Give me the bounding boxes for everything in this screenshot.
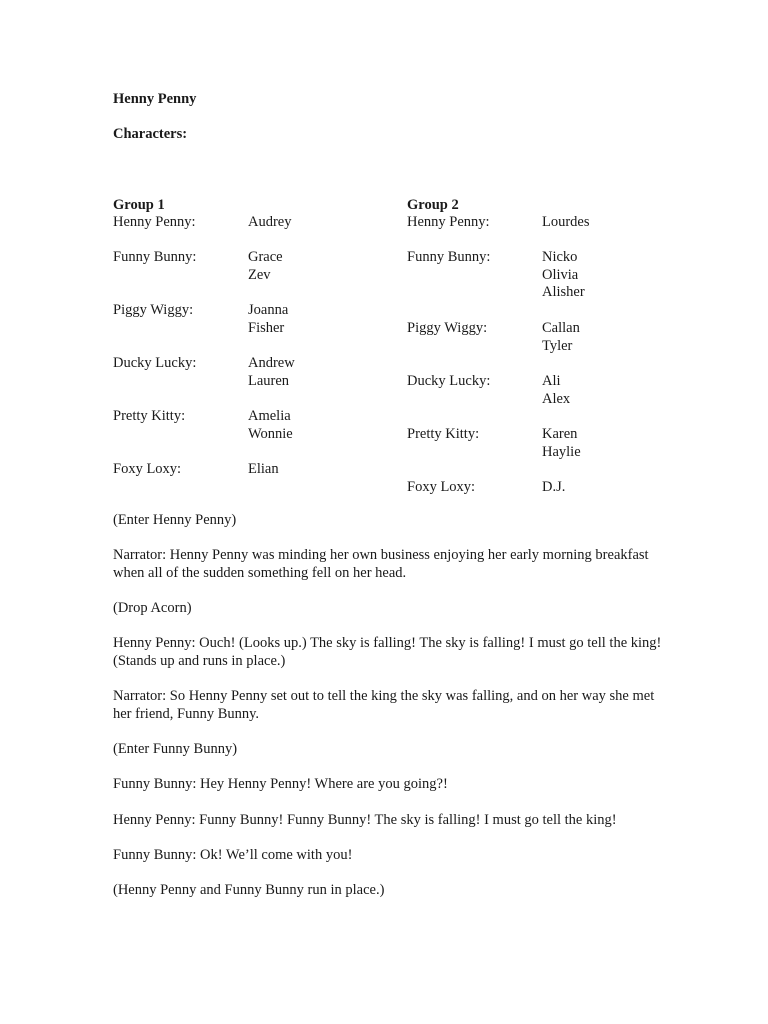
actor-name: Tyler (542, 337, 573, 354)
stage-direction: (Enter Funny Bunny) (113, 741, 238, 758)
dialogue-line: Narrator: Henny Penny was minding her own business enjoying her early morning breakfast when all of the sudden something fell on her head. (113, 547, 649, 581)
role-name: Funny Bunny: (113, 249, 197, 265)
actor-name: Fisher (248, 319, 285, 336)
dialogue-line: Henny Penny: Ouch! (Looks up.) The sky is falling! The sky is falling! I must go tell the king! (Stands up and runs in place.) (113, 635, 662, 670)
actor-name: Alex (542, 390, 571, 407)
actor-list (542, 320, 580, 355)
actor-name: Olivia (542, 266, 579, 283)
document-page (113, 88, 673, 898)
actor-list (248, 461, 279, 479)
group-1 (113, 196, 373, 477)
actor-name: Alisher (542, 284, 585, 301)
actor-name: Haylie (542, 443, 581, 460)
actor-list (248, 214, 292, 232)
dialogue-line: Funny Bunny: Ok! We’ll come with you! (113, 846, 353, 863)
group-heading: Group 2 (407, 197, 459, 213)
role-name: Ducky Lucky: (407, 373, 491, 389)
actor-list (248, 249, 283, 284)
actor-name: Lauren (248, 372, 290, 389)
actor-name: Ali (542, 373, 561, 389)
role-name: Ducky Lucky: (113, 355, 197, 371)
role-name: Pretty Kitty: (113, 408, 186, 424)
role-name: Foxy Loxy: (113, 461, 182, 477)
actor-list (542, 373, 570, 408)
actor-name: Andrew (248, 355, 295, 371)
role-name: Henny Penny: (407, 213, 490, 230)
actor-list (248, 355, 295, 390)
dialogue-line: Narrator: So Henny Penny set out to tell the king the sky was falling, and on her way she met her friend, Funny Bunny. (113, 688, 655, 722)
actor-name: Joanna (248, 302, 289, 318)
actor-list (248, 408, 293, 443)
actor-name: Zev (248, 266, 271, 283)
stage-direction: (Drop Acorn) (113, 600, 192, 617)
actor-list (542, 249, 585, 302)
role-name: Piggy Wiggy: (407, 320, 488, 336)
actor-name: Wonnie (248, 425, 293, 442)
actor-list (542, 479, 565, 497)
group-2 (407, 196, 667, 495)
actor-name: Karen (542, 426, 578, 442)
actor-list (248, 302, 288, 337)
dialogue-line: Henny Penny: Funny Bunny! Funny Bunny! The sky is falling! I must go tell the king! (113, 811, 617, 828)
group-heading: Group 1 (113, 197, 165, 213)
stage-direction: (Henny Penny and Funny Bunny run in place.) (113, 881, 385, 898)
role-name: Foxy Loxy: (407, 479, 476, 495)
role-name: Piggy Wiggy: (113, 302, 194, 318)
role-name: Henny Penny: (113, 213, 196, 230)
actor-name: D.J. (542, 479, 566, 495)
role-name: Funny Bunny: (407, 249, 491, 265)
actor-list (542, 214, 590, 232)
actor-list (542, 426, 581, 461)
actor-name: Callan (542, 320, 580, 336)
actor-name: Nicko (542, 249, 578, 265)
characters-heading: Characters: (113, 126, 188, 142)
actor-name: Amelia (248, 408, 291, 424)
actor-name: Audrey (248, 213, 292, 230)
script-body (113, 512, 673, 917)
dialogue-line: Funny Bunny: Hey Henny Penny! Where are you going?! (113, 776, 448, 793)
actor-name: Grace (248, 249, 283, 265)
document-title: Henny Penny (113, 91, 197, 107)
actor-name: Lourdes (542, 213, 590, 230)
actor-name: Elian (248, 461, 279, 477)
stage-direction: (Enter Henny Penny) (113, 512, 237, 528)
cast-list (113, 196, 673, 496)
role-name: Pretty Kitty: (407, 426, 480, 442)
